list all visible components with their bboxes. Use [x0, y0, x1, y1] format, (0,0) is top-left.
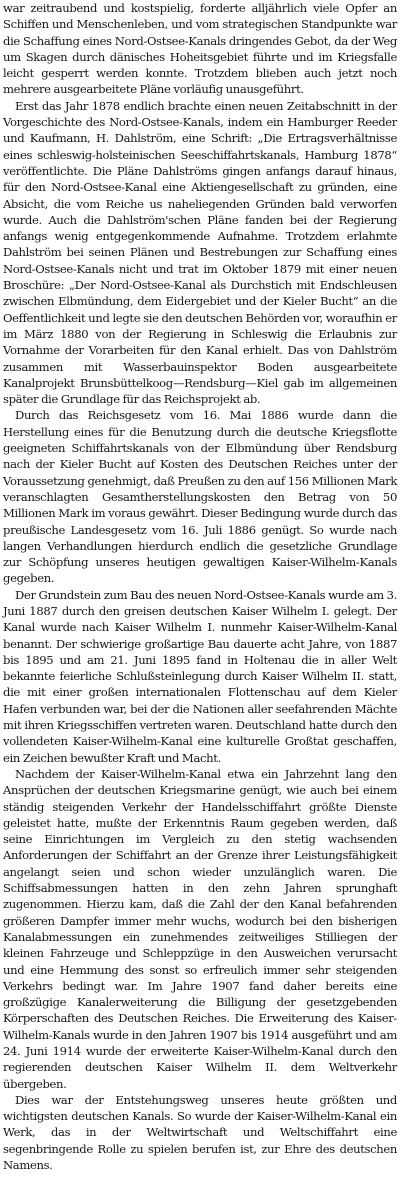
paragraph-erweiterung-1907: Nachdem der Kaiser-Wilhelm-Kanal etwa ein Jahrzehnt lang den Ansprüchen der deutschen Kriegsmarine genügt, wie auch bei einem ständig steigenden Verkehr der Handelsschiffahrt größte Dienste geleistet hatte, mußte der Erkenntnis Raum gegeben werden, daß seine Einrichtungen im Vergleich zu den stetig wachsenden Anforderungen der Schiffahrt an der Grenze ihrer Leistungsfähigkeit angelangt seien und schon wieder unzulänglich waren. Die Schiffsabmessungen hatten in den zehn Jahren sprunghaft zugenommen. Hierzu kam, daß die Zahl der den Kanal befahrenden größeren Dampfer immer mehr wuchs, wodurch bei den bisherigen Kanalabmessungen ein zunehmendes zeitweiliges Stilliegen der kleinen Fahrzeuge und Schleppzüge in den Ausweichen verursacht und eine Hemmung des sonst so erfreulich immer sehr steigenden Verkehrs bedingt war. Im Jahre 1907 fand daher bereits eine großzügige Kanalerweiterung die Billigung der gesetzgebenden Körperschaften des Deutschen Reiches. Die Erweiterung des Kaiser-Wilhelm-Kanals wurde in den Jahren 1907 bis 1914 ausgeführt und am 24. Juni 1914 wurde der erweiterte Kaiser-Wilhelm-Kanal durch den regierenden deutschen Kaiser Wilhelm II. dem Weltverkehr übergeben.	[3, 766, 397, 1091]
paragraph-conclusion: Dies war der Entstehungsweg unseres heute größten und wichtigsten deutschen Kanals. So wurde der Kaiser-Wilhelm-Kanal ein Werk, das in der Weltwirtschaft und Weltschiffahrt eine segenbringende Rolle zu spielen berufen ist, zur Ehre des deutschen Namens.	[3, 1092, 397, 1173]
paragraph-reichsgesetz-1886: Durch das Reichsgesetz vom 16. Mai 1886 wurde dann die Herstellung eines für die Benutzung durch die deutsche Kriegsflotte geeigneten Schiffahrtskanals von der Elbmündung über Rendsburg nach der Kieler Bucht auf Kosten des Deutschen Reiches unter der Voraussetzung genehmigt, daß Preußen zu den auf 156 Millionen Mark veranschlagten Gesamtherstellungskosten den Betrag von 50 Millionen Mark im voraus gewährt. Dieser Bedingung wurde durch das preußische Landesgesetz vom 16. Juli 1886 genügt. So wurde nach langen Verhandlungen hierdurch endlich die gesetzliche Grundlage zur Schöpfung unseres heutigen gewaltigen Kaiser-Wilhelm-Kanals gegeben.	[3, 408, 397, 586]
paragraph-grundstein-1887: Der Grundstein zum Bau des neuen Nord-Ostsee-Kanals wurde am 3. Juni 1887 durch den greisen deutschen Kaiser Wilhelm I. gelegt. Der Kanal wurde nach Kaiser Wilhelm I. nunmehr Kaiser-Wilhelm-Kanal benannt. Der schwierige großartige Bau dauerte acht Jahre, von 1887 bis 1895 und am 21. Juni 1895 fand in Holtenau die in aller Welt bekannte feierliche Schlußsteinlegung durch Kaiser Wilhelm II. statt, die mit einer großen internationalen Flottenschau auf dem Kieler Hafen verbunden war, bei der die Nationen aller seefahrenden Mächte mit ihren Kriegsschiffen vertreten waren. Deutschland hatte durch den vollendeten Kaiser-Wilhelm-Kanal eine kulturelle Großtat geschaffen, ein Zeichen bewußter Kraft und Macht.	[3, 587, 397, 765]
paragraph-shipping-dangers: war zeitraubend und kostspielig, forderte alljährlich viele Opfer an Schiffen und Menschenleben, und vom strategischen Standpunkte war die Schaffung eines Nord-Ostsee-Kanals dringendes Gebot, da der Weg um Skagen durch dänisches Hoheitsgebiet führte und im Kriegsfalle leicht gesperrt werden konnte. Trotzdem blieben auch jetzt noch mehrere ausgearbeitete Pläne vorläufig unausgeführt.	[3, 1, 397, 97]
paragraph-dahlstroem-1878: Erst das Jahr 1878 endlich brachte einen neuen Zeitabschnitt in der Vorgeschichte des Nord-Ostsee-Kanals, indem ein Hamburger Reeder und Kaufmann, H. Dahlström, eine Schrift: „Die Ertragsverhältnisse eines schleswig-holsteinischen Seeschiffahrtskanals, Hamburg 1878“ veröffentlichte. Die Pläne Dahlströms gingen anfangs darauf hinaus, für den Nord-Ostsee-Kanal eine Aktiengesellschaft zu gründen, eine Absicht, die vom Reiche us naheliegenden Gründen bald verworfen wurde. Auch die Dahlström'schen Pläne fanden bei der Regierung anfangs wenig entgegenkommende Aufnahme. Trotzdem erlahmte Dahlström bei seinen Plänen und Bestrebungen zur Schaffung eines Nord-Ostsee-Kanals nicht und trat im Oktober 1879 mit einer neuen Broschüre: „Der Nord-Ostsee-Kanal als Durchstich mit Endschleusen zwischen Elbmündung, dem Eidergebiet und der Kieler Bucht“ an die Oeffentlichkeit und legte sie den deutschen Behörden vor, woraufhin er im März 1880 von der Regierung in Schleswig die Erlaubnis zur Vornahme der Vorarbeiten für den Kanal erhielt. Das von Dahlström zusammen mit Wasserbauinspektor Boden ausgearbeitete Kanalprojekt Brunsbüttelkoog—Rendsburg—Kiel gab im allgemeinen später die Grundlage für das Reichsprojekt ab.	[3, 98, 397, 407]
